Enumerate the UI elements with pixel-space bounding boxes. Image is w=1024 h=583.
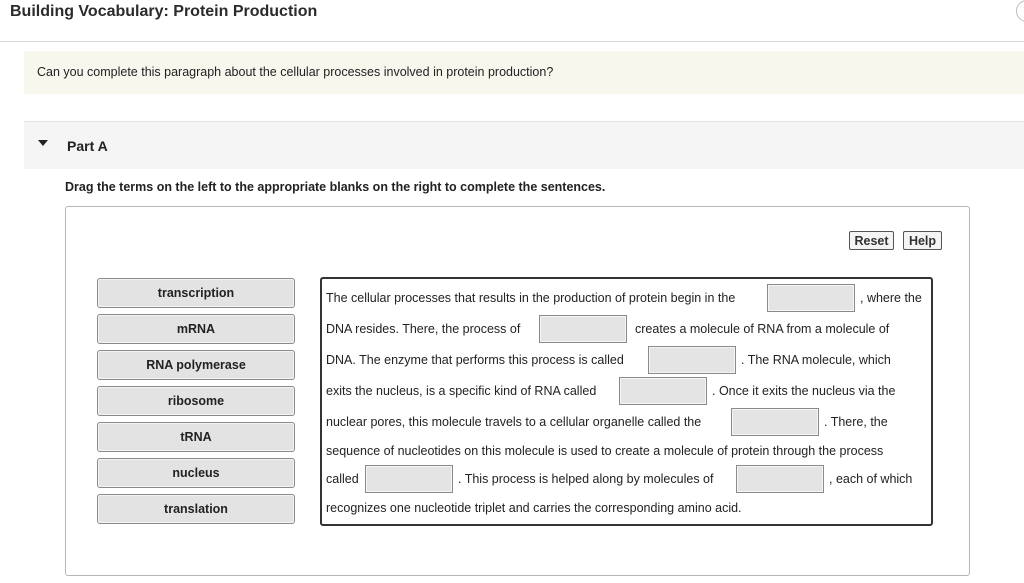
paragraph-text: called [326,472,359,486]
paragraph-text: . This process is helped along by molecules of [458,472,714,486]
drop-blank-2[interactable] [539,315,627,343]
drop-blank-3[interactable] [648,346,736,374]
paragraph-text: exits the nucleus, is a specific kind of RNA called [326,384,597,398]
term-nucleus[interactable]: nucleus [97,458,295,488]
term-trna[interactable]: tRNA [97,422,295,452]
drop-blank-7[interactable] [736,465,824,493]
part-a-label[interactable]: Part A [67,138,108,154]
term-transcription[interactable]: transcription [97,278,295,308]
reset-button[interactable]: Reset [849,231,894,250]
paragraph-text: The cellular processes that results in the production of protein begin in the [326,291,736,305]
collapse-caret-icon[interactable] [38,140,48,146]
instruction-text: Drag the terms on the left to the appropriate blanks on the right to complete the sentences. [65,180,606,194]
header-divider [0,41,1024,42]
drop-blank-6[interactable] [365,465,453,493]
paragraph-text: recognizes one nucleotide triplet and carries the corresponding amino acid. [326,501,742,515]
intro-text: Can you complete this paragraph about the cellular processes involved in protein production? [37,65,554,79]
drop-blank-1[interactable] [767,284,855,312]
term-mrna[interactable]: mRNA [97,314,295,344]
paragraph-text: , each of which [829,472,913,486]
drop-blank-5[interactable] [731,408,819,436]
paragraph-text: , where the [860,291,922,305]
paragraph-text: creates a molecule of RNA from a molecule of [635,322,890,336]
paragraph-text: DNA resides. There, the process of [326,322,521,336]
account-menu-button[interactable] [1016,0,1024,22]
drop-blank-4[interactable] [619,377,707,405]
paragraph-text: . Once it exits the nucleus via the [712,384,896,398]
term-translation[interactable]: translation [97,494,295,524]
page-title: Building Vocabulary: Protein Production [10,3,318,20]
help-button[interactable]: Help [903,231,942,250]
paragraph-text: sequence of nucleotides on this molecule is used to create a molecule of protein through the process [326,444,884,458]
paragraph-text: nuclear pores, this molecule travels to a cellular organelle called the [326,415,702,429]
term-ribosome[interactable]: ribosome [97,386,295,416]
paragraph-text: . The RNA molecule, which [741,353,891,367]
paragraph-text: . There, the [824,415,888,429]
paragraph-text: DNA. The enzyme that performs this process is called [326,353,624,367]
part-a-header[interactable] [24,121,1024,169]
term-rna-polymerase[interactable]: RNA polymerase [97,350,295,380]
